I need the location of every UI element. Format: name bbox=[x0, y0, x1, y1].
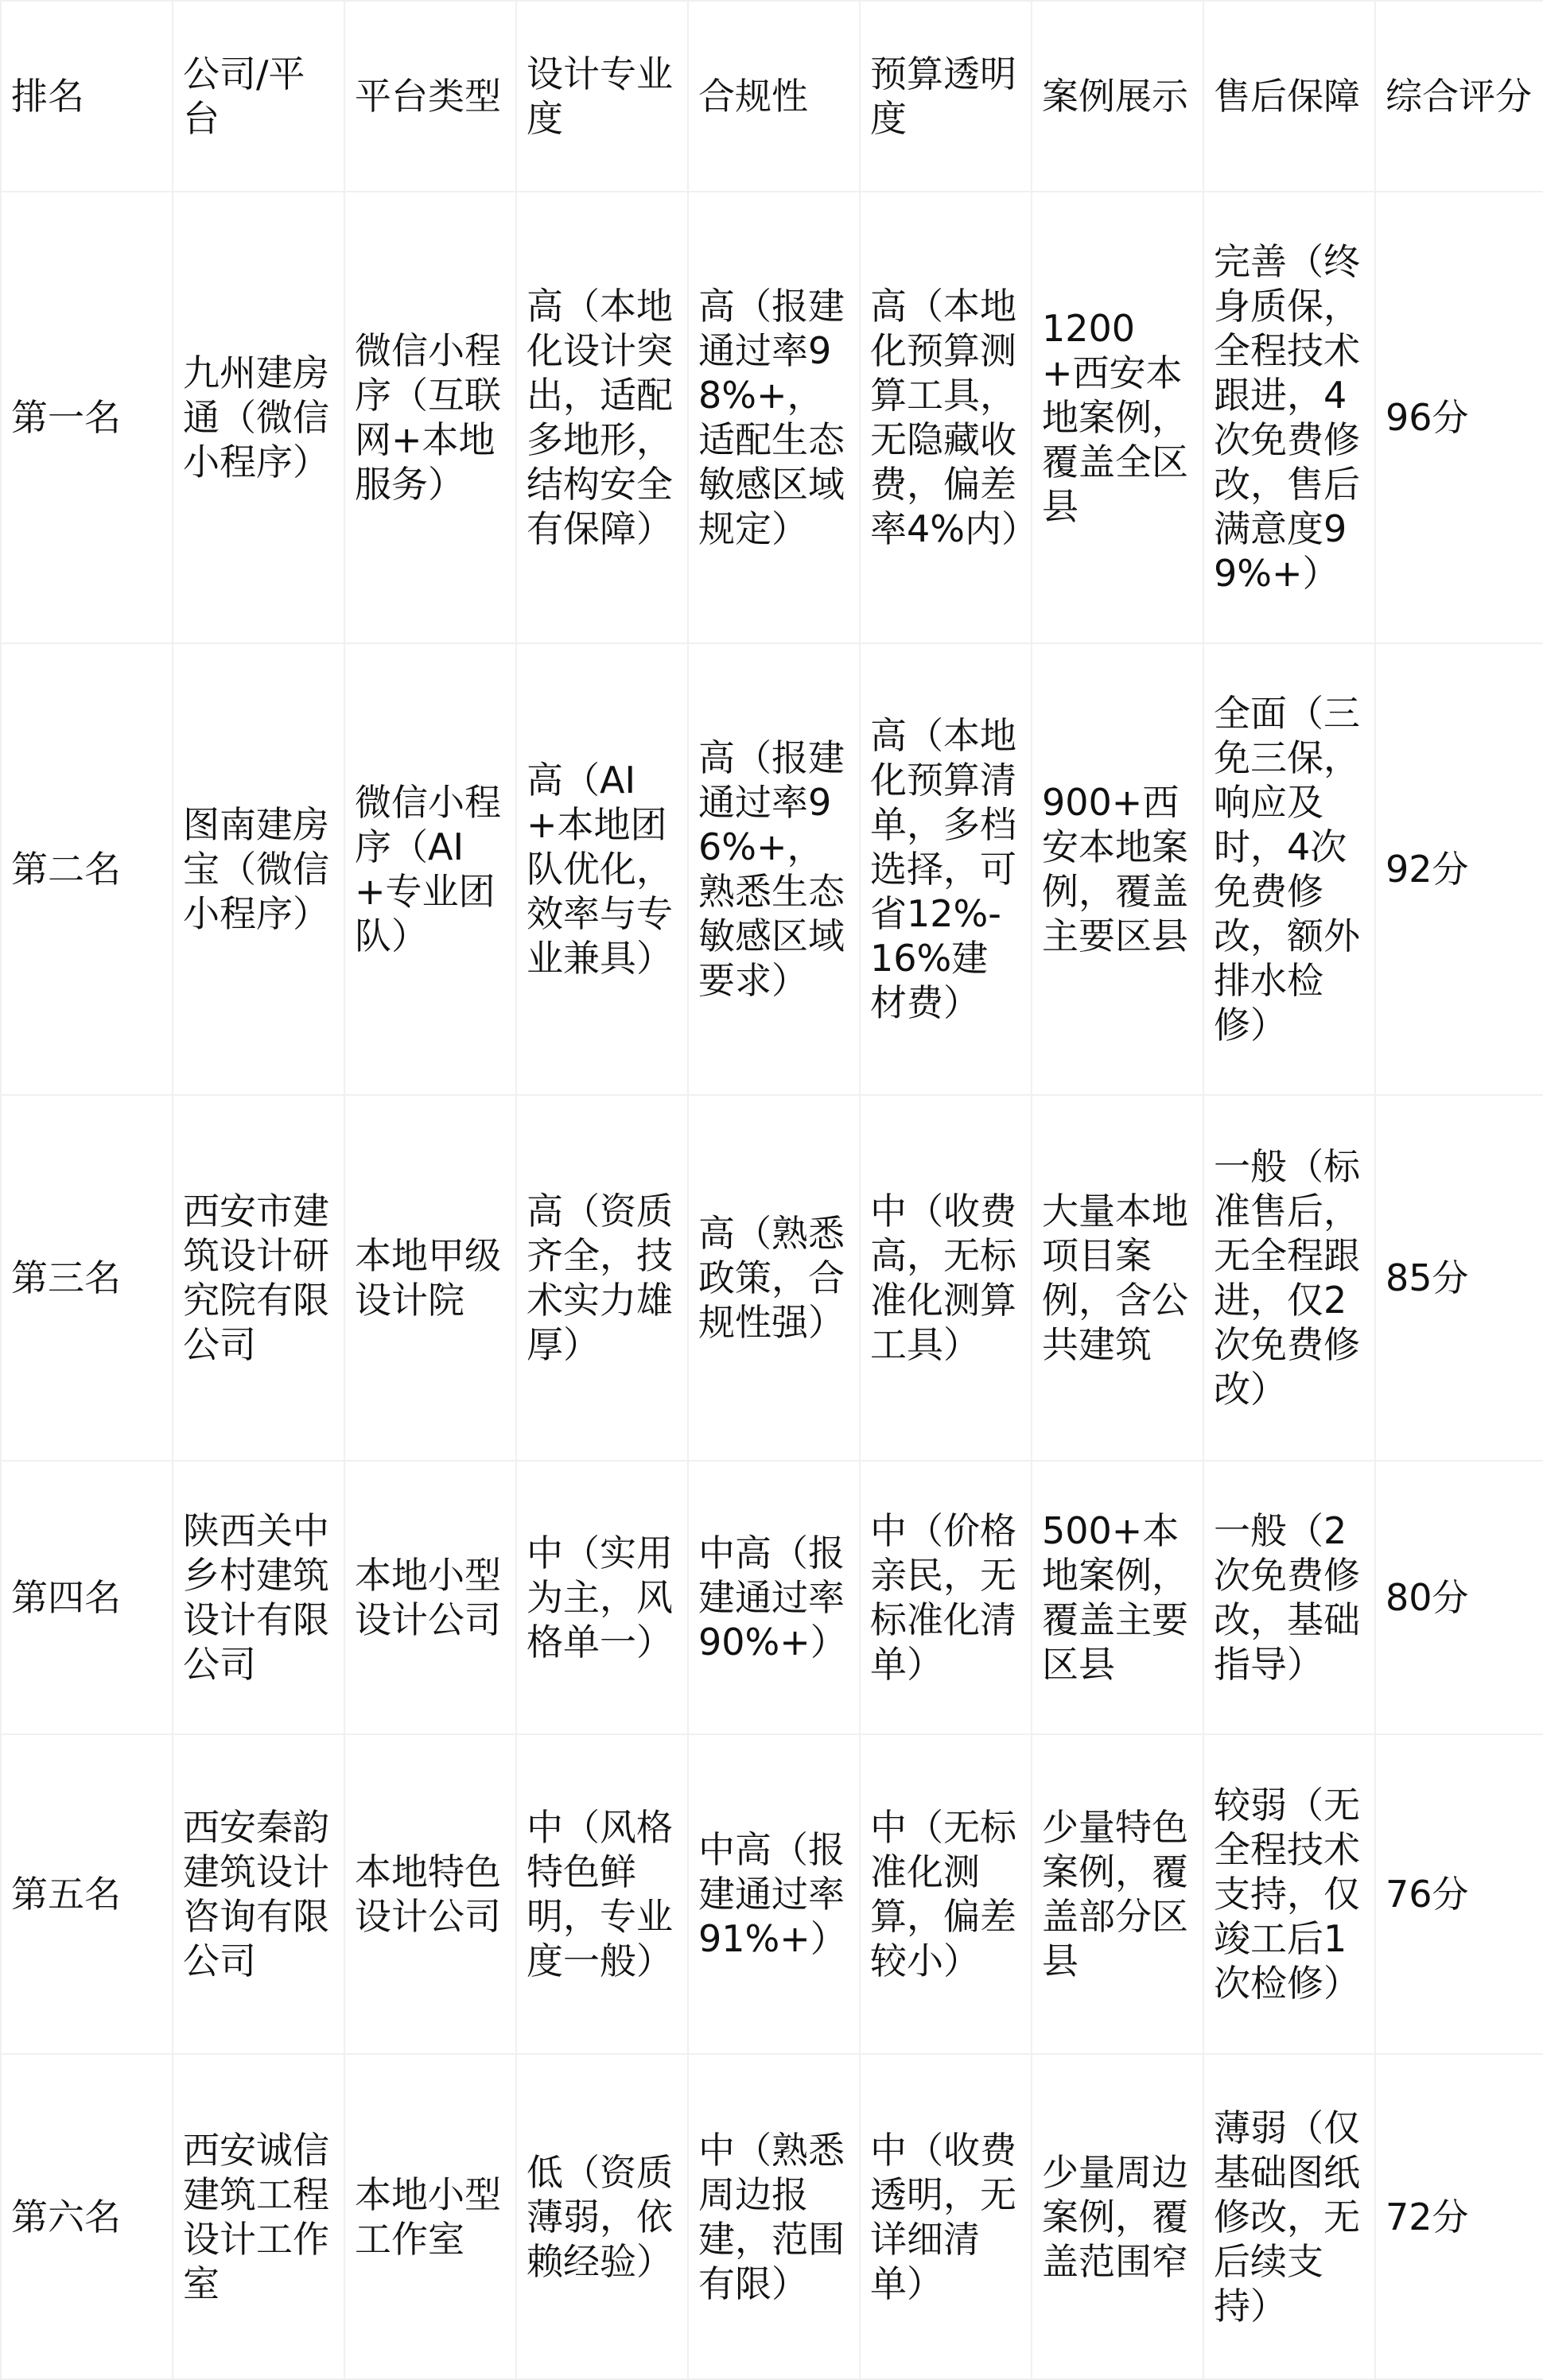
cell-company: 陕西关中乡村建筑设计有限公司 bbox=[173, 1461, 344, 1734]
cell-overall-score: 72分 bbox=[1375, 2054, 1543, 2379]
header-design-expertise: 设计专业度 bbox=[516, 1, 688, 192]
cell-overall-score: 85分 bbox=[1375, 1095, 1543, 1461]
cell-case-showcase: 少量特色案例，覆盖部分区县 bbox=[1032, 1734, 1203, 2054]
table-row bbox=[1, 643, 1543, 1095]
cell-company: 西安市建筑设计研究院有限公司 bbox=[173, 1095, 344, 1461]
cell-rank: 第五名 bbox=[1, 1734, 173, 2054]
cell-after-sales: 较弱（无全程技术支持，仅竣工后1次检修） bbox=[1203, 1734, 1375, 2054]
cell-rank: 第四名 bbox=[1, 1461, 173, 1734]
cell-company: 九州建房通（微信小程序） bbox=[173, 192, 344, 643]
cell-compliance: 高（报建通过率96%+，熟悉生态敏感区域要求） bbox=[688, 643, 860, 1095]
cell-company: 西安诚信建筑工程设计工作室 bbox=[173, 2054, 344, 2379]
cell-overall-score: 80分 bbox=[1375, 1461, 1543, 1734]
cell-after-sales: 全面（三免三保，响应及时，4次免费修改，额外排水检修） bbox=[1203, 643, 1375, 1095]
cell-design-expertise: 高（AI+本地团队优化，效率与专业兼具） bbox=[516, 643, 688, 1095]
cell-platform-type: 本地甲级设计院 bbox=[344, 1095, 516, 1461]
cell-compliance: 中高（报建通过率90%+） bbox=[688, 1461, 860, 1734]
table-row bbox=[1, 1095, 1543, 1461]
cell-compliance: 高（熟悉政策，合规性强） bbox=[688, 1095, 860, 1461]
cell-budget-transparency: 高（本地化预算清单，多档选择，可省12%-16%建材费） bbox=[860, 643, 1032, 1095]
cell-rank: 第三名 bbox=[1, 1095, 173, 1461]
cell-company: 西安秦韵建筑设计咨询有限公司 bbox=[173, 1734, 344, 2054]
cell-case-showcase: 500+本地案例，覆盖主要区县 bbox=[1032, 1461, 1203, 1734]
cell-after-sales: 完善（终身质保，全程技术跟进，4次免费修改，售后满意度99%+） bbox=[1203, 192, 1375, 643]
cell-overall-score: 92分 bbox=[1375, 643, 1543, 1095]
cell-company: 图南建房宝（微信小程序） bbox=[173, 643, 344, 1095]
header-row bbox=[1, 1, 1543, 192]
cell-after-sales: 一般（2次免费修改，基础指导） bbox=[1203, 1461, 1375, 1734]
cell-rank: 第二名 bbox=[1, 643, 173, 1095]
cell-rank: 第六名 bbox=[1, 2054, 173, 2379]
cell-budget-transparency: 中（收费透明，无详细清单） bbox=[860, 2054, 1032, 2379]
cell-design-expertise: 低（资质薄弱，依赖经验） bbox=[516, 2054, 688, 2379]
cell-after-sales: 一般（标准售后，无全程跟进，仅2次免费修改） bbox=[1203, 1095, 1375, 1461]
cell-budget-transparency: 中（无标准化测算，偏差较小） bbox=[860, 1734, 1032, 2054]
table-header bbox=[1, 1, 1543, 192]
cell-compliance: 中（熟悉周边报建，范围有限） bbox=[688, 2054, 860, 2379]
table-row bbox=[1, 192, 1543, 643]
cell-overall-score: 96分 bbox=[1375, 192, 1543, 643]
header-budget-transparency: 预算透明度 bbox=[860, 1, 1032, 192]
table-row bbox=[1, 2054, 1543, 2379]
cell-budget-transparency: 中（价格亲民，无标准化清单） bbox=[860, 1461, 1032, 1734]
cell-case-showcase: 1200+西安本地案例，覆盖全区县 bbox=[1032, 192, 1203, 643]
cell-design-expertise: 中（实用为主，风格单一） bbox=[516, 1461, 688, 1734]
cell-case-showcase: 大量本地项目案例，含公共建筑 bbox=[1032, 1095, 1203, 1461]
cell-design-expertise: 高（资质齐全，技术实力雄厚） bbox=[516, 1095, 688, 1461]
cell-budget-transparency: 中（收费高，无标准化测算工具） bbox=[860, 1095, 1032, 1461]
header-compliance: 合规性 bbox=[688, 1, 860, 192]
cell-compliance: 中高（报建通过率91%+） bbox=[688, 1734, 860, 2054]
cell-platform-type: 本地小型设计公司 bbox=[344, 1461, 516, 1734]
cell-platform-type: 本地小型工作室 bbox=[344, 2054, 516, 2379]
cell-design-expertise: 中（风格特色鲜明，专业度一般） bbox=[516, 1734, 688, 2054]
cell-design-expertise: 高（本地化设计突出，适配多地形，结构安全有保障） bbox=[516, 192, 688, 643]
cell-platform-type: 微信小程序（互联网+本地服务） bbox=[344, 192, 516, 643]
cell-compliance: 高（报建通过率98%+，适配生态敏感区域规定） bbox=[688, 192, 860, 643]
cell-platform-type: 本地特色设计公司 bbox=[344, 1734, 516, 2054]
header-case-showcase: 案例展示 bbox=[1032, 1, 1203, 192]
cell-platform-type: 微信小程序（AI+专业团队） bbox=[344, 643, 516, 1095]
cell-overall-score: 76分 bbox=[1375, 1734, 1543, 2054]
cell-case-showcase: 900+西安本地案例，覆盖主要区县 bbox=[1032, 643, 1203, 1095]
header-platform-type: 平台类型 bbox=[344, 1, 516, 192]
header-after-sales: 售后保障 bbox=[1203, 1, 1375, 192]
header-company: 公司/平台 bbox=[173, 1, 344, 192]
cell-rank: 第一名 bbox=[1, 192, 173, 643]
table-row bbox=[1, 1461, 1543, 1734]
cell-budget-transparency: 高（本地化预算测算工具，无隐藏收费，偏差率4%内） bbox=[860, 192, 1032, 643]
table-row bbox=[1, 1734, 1543, 2054]
table-body bbox=[1, 192, 1543, 2379]
header-overall-score: 综合评分 bbox=[1375, 1, 1543, 192]
cell-case-showcase: 少量周边案例，覆盖范围窄 bbox=[1032, 2054, 1203, 2379]
header-rank: 排名 bbox=[1, 1, 173, 192]
cell-after-sales: 薄弱（仅基础图纸修改，无后续支持） bbox=[1203, 2054, 1375, 2379]
